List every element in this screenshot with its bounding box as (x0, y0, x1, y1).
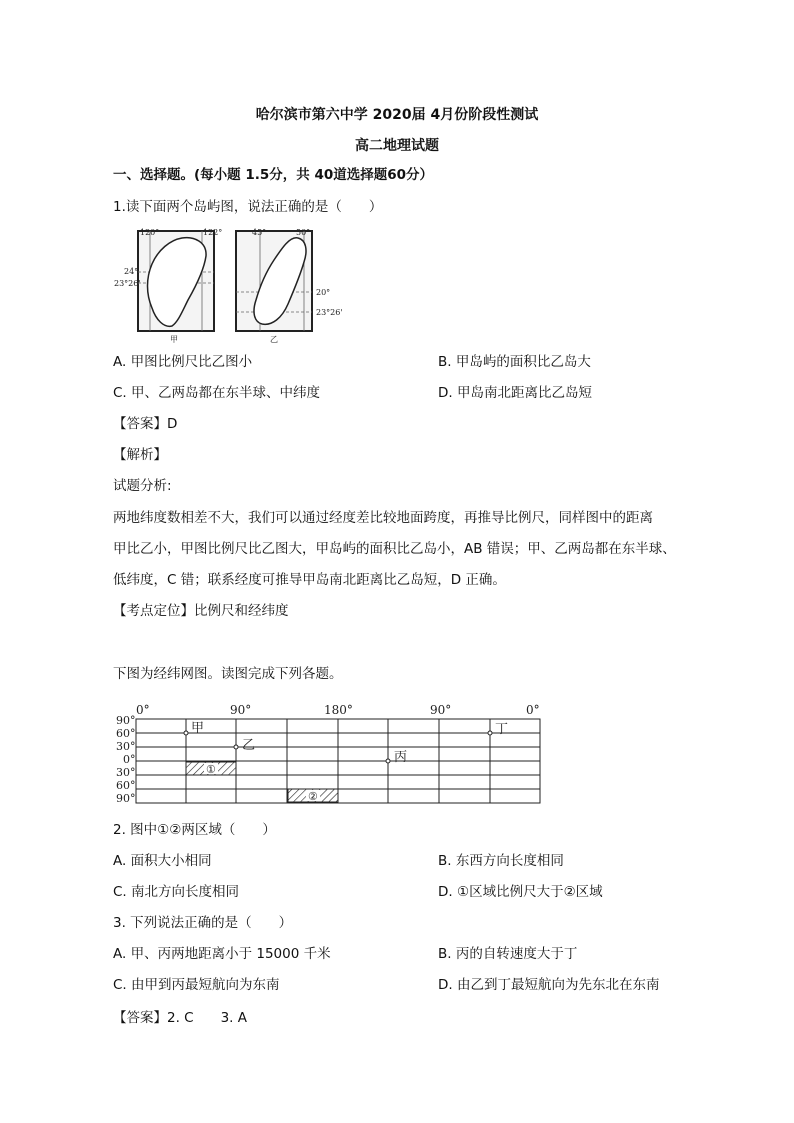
lat-label: 60° (116, 779, 136, 792)
point-yi-label: 乙 (242, 738, 256, 753)
q3-option-b: B. 丙的自转速度大于丁 (438, 946, 578, 962)
q2-option-b: B. 东西方向长度相同 (438, 853, 564, 869)
document-subtitle: 高二地理试题 (355, 138, 439, 154)
q1-analysis-line: 低纬度，C 错；联系经度可推导甲岛南北距离比乙岛短，D 正确。 (113, 572, 506, 588)
jia-lat-24: 24° (124, 267, 139, 276)
lon-label-0-right: 0° (526, 703, 540, 717)
lat-label: 30° (116, 766, 136, 779)
point-jia-label: 甲 (191, 721, 205, 736)
question-2-stem: 2. 图中①②两区域（ ） (113, 822, 276, 838)
q1-answer: 【答案】D (113, 416, 178, 432)
lat-label: 90° (116, 792, 136, 805)
q3-option-c: C. 由甲到丙最短航向为东南 (113, 977, 280, 993)
answer-2-3: 【答案】2. C 3. A (113, 1010, 248, 1026)
yi-lon-45: 45° (252, 228, 267, 237)
lat-label: 60° (116, 727, 136, 740)
q1-kaodian: 【考点定位】比例尺和经纬度 (113, 603, 289, 619)
question-1-stem: 1.读下面两个岛屿图，说法正确的是（ ） (113, 199, 383, 215)
q1-analysis-line: 两地纬度数相差不大，我们可以通过经度差比较地面跨度，再推导比例尺，同样图中的距离 (113, 510, 653, 526)
q3-option-d: D. 由乙到丁最短航向为先东北在东南 (438, 977, 660, 993)
lat-label: 90° (116, 714, 136, 727)
q1-analysis-intro: 试题分析: (113, 478, 172, 494)
q3-option-a: A. 甲、丙两地距离小于 15000 千米 (113, 946, 331, 962)
lon-label-90: 90° (230, 703, 252, 717)
q1-analysis-heading: 【解析】 (113, 447, 167, 463)
lon-label-90w: 90° (430, 703, 452, 717)
q1-option-b: B. 甲岛屿的面积比乙岛大 (438, 354, 591, 370)
lat-label: 0° (123, 753, 136, 766)
jia-lat-2326: 23°26' (114, 279, 141, 288)
point-ding (488, 731, 492, 735)
yi-lat-2326: 23°26' (316, 308, 343, 317)
q1-analysis-line: 甲比乙小，甲图比例尺比乙图大，甲岛屿的面积比乙岛小，AB 错误；甲、乙两岛都在东半球、 (113, 541, 676, 557)
q2-option-a: A. 面积大小相同 (113, 853, 212, 869)
group-intro: 下图为经纬网图。读图完成下列各题。 (113, 666, 343, 682)
yi-lon-50: 50° (296, 228, 311, 237)
point-bing-label: 丙 (394, 750, 408, 765)
island-map-jia (112, 226, 223, 344)
point-bing (386, 759, 390, 763)
jia-lon-122: 122° (203, 228, 223, 237)
q1-option-a: A. 甲图比例尺比乙图小 (113, 354, 253, 370)
lon-label-0: 0° (136, 703, 150, 717)
q2-option-d: D. ①区域比例尺大于②区域 (438, 884, 603, 900)
yi-caption: 乙 (270, 335, 278, 344)
section-heading: 一、选择题。(每小题 1.5分，共 40道选择题60分） (113, 167, 434, 183)
region-2-label: ② (308, 790, 318, 803)
point-jia (184, 731, 188, 735)
lon-label-180: 180° (324, 703, 353, 717)
point-yi (234, 745, 238, 749)
jia-caption: 甲 (170, 335, 178, 344)
q2-option-c: C. 南北方向长度相同 (113, 884, 240, 900)
point-ding-label: 丁 (495, 722, 509, 737)
lat-lon-grid-figure (112, 700, 552, 804)
lat-label: 30° (116, 740, 136, 753)
document-title: 哈尔滨市第六中学 2020届 4月份阶段性测试 (255, 107, 539, 123)
island-map-yi (232, 226, 348, 344)
q1-option-d: D. 甲岛南北距离比乙岛短 (438, 385, 592, 401)
yi-lat-20: 20° (316, 288, 331, 297)
region-1-label: ① (206, 763, 216, 776)
question-3-stem: 3. 下列说法正确的是（ ） (113, 915, 293, 931)
q1-option-c: C. 甲、乙两岛都在东半球、中纬度 (113, 385, 321, 401)
jia-lon-120: 120° (140, 228, 160, 237)
